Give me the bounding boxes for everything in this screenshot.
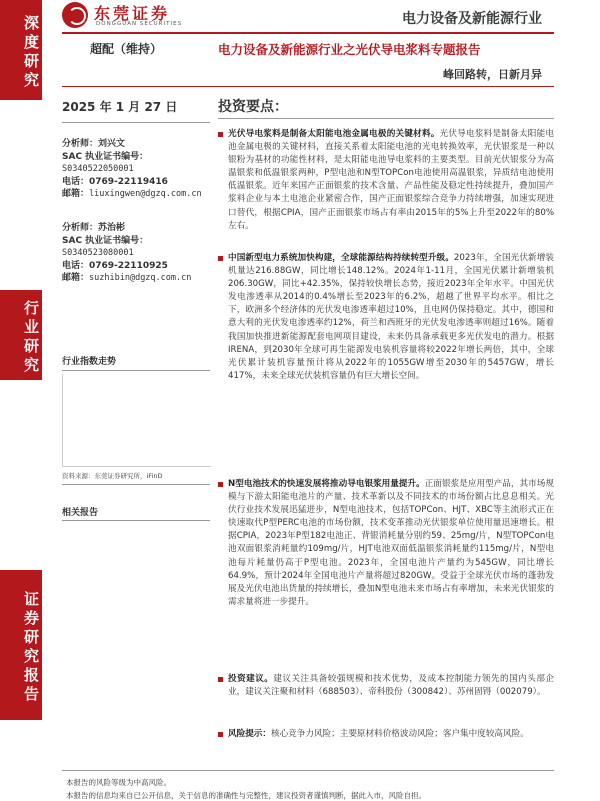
key-point-text: 光伏导电浆料是制备太阳能电池金属电极的关键材料，直接关系着太阳能电池的光电转换效率，光伏银浆是一种以银粉为基材的功能性材料，是太阳能电池导电浆料的主要类型。目前光伏银浆分为高温银浆和低温银浆两种，P型电池和N型TOPCon电池使用高温银浆，异质结电池使用低温银浆。近年来国产正面银浆的技术含量、产品性能及稳定性持续提升，叠加国产浆料企业与本土电池企业紧密合作，国产正面银浆综合竞争力持续增强，加速实现进口替代，根据CPIA，国产正面银浆市场占有率由2015年的5%上升至2022年的80%左右。 (228, 129, 554, 231)
report-date: 2025 年 1 月 27 日 (62, 100, 178, 114)
key-point-text: 核心竞争力风险；主要原材料价格波动风险；客户集中度较高风险。 (270, 729, 529, 739)
analyst-email[interactable]: liuxingwen@dgzq.com.cn (89, 189, 202, 200)
analyst-phone: 电话：0769-22110925 (62, 260, 168, 271)
key-point-lead: 中国新型电力系统加快构建，全球能源结构持续转型升级。 (228, 253, 454, 263)
related-reports-title: 相关报告 (62, 508, 99, 518)
company-name-en: DONGGUAN SECURITIES (96, 21, 183, 27)
analyst-name: 分析师：苏治彬 (62, 223, 126, 233)
key-point-text: 2023年，全国光伏新增装机量达216.88GW，同比增长148.12%。2024年1-11月，全国光伏累计新增装机206.30GW，同比+42.35%，保持较快增长态势，接近2023年全年水平。中国光伏发电渗透率从2014的0.4%增长至2023年的6.2%，超越了世界平均水平。相比之下，欧洲多个经济体的光伏发电渗透率超过10%，且电网仍保持稳定。其中，德国和意大利的光伏发电渗透率约12%，荷兰和西班牙的光伏发电渗透率则超过16%。随着我国加快推进新能源配套电网项目建设，未来仍具备承载更多光伏发电的潜力。根据IRENA，到2030年全球可再生能源发电装机容量将较2022年增长两倍，其中，全球光伏累计装机容量预计将从2022年的1055GW增至2030年的5457GW，增长417%，未来全球光伏装机容量仍有巨大增长空间。 (228, 253, 554, 381)
footer-divider (62, 770, 554, 771)
analyst-cert-no: S0340523080001 (62, 248, 134, 259)
analyst-cert-label: SAC 执业证书编号： (62, 151, 149, 162)
analyst-phone: 电话：0769-22119416 (62, 176, 168, 187)
key-point-text: 正面银浆是应用型产品，其市场规模与下游太阳能电池片的产量、技术革新以及不同技术的市场份额占比息息相关。光伏行业技术发展迅猛进步，N型电池技术，包括TOPCon、HJT、XBC等主流形式正在快速取代P型PERC电池的市场份额，技术变革推动光伏银浆单位使用量迅速增长。根据CPIA，2023年P型182电池正、背银消耗量分别约59、25mg/片，N型TOPCon电池双面银浆消耗量约109mg/片，HJT电池双面低温银浆消耗量约115mg/片，N型电池每片耗量仍高于P型电池。2023年，全国电池片产量约为545GW，同比增长64.9%，预计2024年全国电池片产量将超过820GW。受益于全球光伏市场的蓬勃发展及光伏电池出货量的持续增长，叠加N型电池未来市场占有率增加，未来光伏银浆的需求量将进一步提升。 (228, 479, 554, 607)
index-chart-divider (62, 370, 210, 371)
key-point-paragraph (218, 128, 554, 233)
index-chart-title: 行业指数走势 (62, 357, 117, 367)
key-point-paragraph (218, 478, 554, 609)
index-chart-source: 资料来源：东莞证券研究所，iFinD (62, 472, 163, 480)
rating: 超配（维持） (90, 42, 163, 56)
analyst-cert-no: S0340522050001 (62, 164, 134, 175)
key-point-lead: N型电池技术的快速发展将推动导电银浆用量提升。 (228, 479, 425, 489)
key-point-lead: 风险提示： (228, 729, 271, 739)
analyst-email-label: 邮箱： (62, 189, 90, 200)
key-points-title: 投资要点： (218, 99, 288, 115)
related-reports-divider (62, 520, 210, 521)
report-title: 电力设备及新能源行业之光伏导电浆料专题报告 (218, 42, 481, 57)
key-points-divider (218, 118, 554, 119)
key-point-paragraph (218, 728, 554, 741)
key-point-text: 建议关注具备较强规模和技术优势，及成本控制能力领先的国内头部企业，建议关注聚和材料（688503）、帝科股份（300842）、苏州固锝（002079）。 (228, 674, 554, 698)
footer-risk-level: 本报告的风险等级为中高风险。 (66, 778, 171, 787)
key-point-lead: 投资建议。 (228, 674, 274, 684)
company-name-cn: 东莞证券 (94, 4, 171, 23)
analyst-card (62, 138, 222, 201)
analyst-card (62, 222, 222, 285)
source-divider (62, 484, 210, 485)
analyst-cert-label: SAC 执业证书编号： (62, 235, 149, 246)
report-subtitle: 峰回路转，日新月异 (443, 68, 542, 81)
side-band-industry-research: 行业研究 (0, 290, 42, 380)
analyst-name: 分析师：刘兴文 (62, 139, 126, 149)
key-point-lead: 光伏导电浆料是制备太阳能电池金属电极的关键材料。 (228, 129, 440, 139)
key-point-paragraph (218, 252, 554, 383)
analyst-email-label: 邮箱： (62, 273, 90, 284)
analyst-email[interactable]: suzhibin@dgzq.com.cn (89, 273, 192, 284)
title-divider (62, 86, 554, 87)
side-band-securities-report: 证券研究报告 (0, 570, 42, 720)
header-industry: 电力设备及新能源行业 (402, 11, 542, 27)
header-divider (62, 32, 554, 34)
company-logo-icon (62, 2, 88, 28)
footer-disclaimer: 本报告的信息均来自已公开信息，关于信息的准确性与完整性，建议投资者谨慎判断，据此入市，风险自担。 (66, 791, 426, 800)
index-chart-area (62, 374, 211, 467)
sidebar-divider (62, 122, 210, 123)
key-point-paragraph (218, 673, 554, 699)
side-band-deep-research: 深度研究 (0, 0, 42, 100)
